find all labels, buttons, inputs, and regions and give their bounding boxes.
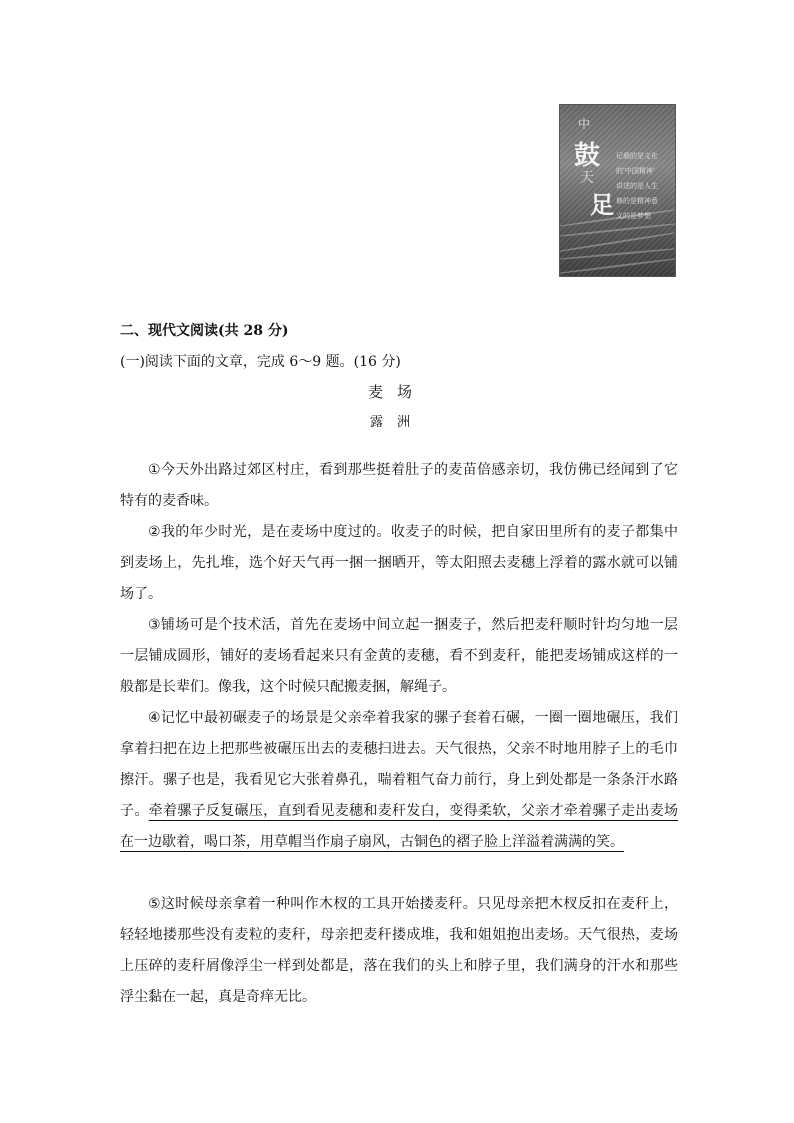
cover-line: 讲述的是人生 xyxy=(616,182,658,190)
cover-line: 修的是精神意 xyxy=(616,197,658,205)
section-heading: 二、现代文阅读(共 28 分) xyxy=(120,323,289,339)
paragraph-3: ③铺场可是个技术活，首先在麦场中间立起一捆麦子，然后把麦秆顺时针均匀地一层一层铺成圆形，铺好的麦场看起来只有金黄的麦穗，看不到麦秆，能把麦场铺成这样的一般都是长辈们。像我，这个时候只配搬麦捆，解绳子。 xyxy=(120,617,678,695)
cover-wave-decoration xyxy=(559,257,676,275)
book-cover-image xyxy=(559,104,676,277)
question-instruction: (一)阅读下面的文章，完成 6～9 题。(16 分) xyxy=(120,354,401,370)
cover-text-lines xyxy=(616,149,672,224)
paragraph-1: ①今天外出路过郊区村庄，看到那些挺着肚子的麦苗倍感亲切，我仿佛已经闻到了它特有的麦香味。 xyxy=(120,462,678,509)
article-author: 露洲 xyxy=(369,415,424,430)
cover-char: 鼓 xyxy=(574,141,601,171)
paragraph-4 xyxy=(120,703,678,858)
paragraph-2: ②我的年少时光，是在麦场中度过的。收麦子的时候，把自家田里所有的麦子都集中到麦场上，先扎堆，选个好天气再一捆一捆晒开，等太阳照去麦穗上浮着的露水就可以铺场了。 xyxy=(120,524,678,602)
cover-line: 的'中国精神' xyxy=(616,167,655,175)
cover-line: 记载的是文化 xyxy=(616,152,658,160)
cover-char: 天 xyxy=(580,170,594,186)
cover-char: 中 xyxy=(578,117,591,131)
cover-line: 义的是梦想 xyxy=(616,212,651,220)
paragraph-5: ⑤这时候母亲拿着一种叫作木杈的工具开始搂麦秆。只见母亲把木杈反扣在麦秆上，轻轻地搂那些没有麦粒的麦秆，母亲把麦秆搂成堆，我和姐姐抱出麦场。天气很热，麦场上压碎的麦秆屑像浮尘一样到处都是，落在我们的头上和脖子里，我们满身的汗水和那些浮尘黏在一起，真是奇痒无比。 xyxy=(120,896,678,1005)
article-title: 麦场 xyxy=(367,383,426,401)
cover-char: 足 xyxy=(590,190,614,219)
underlined-sentence: 牵着骡子反复碾压，直到看见麦穗和麦秆发白，变得柔软，父亲才牵着骡子走出麦场在一边歇着，喝口茶，用草帽当作扇子扇风，古铜色的褶子脸上洋溢着满满的笑。 xyxy=(120,803,679,850)
paragraph-4-text: ④记忆中最初碾麦子的场景是父亲牵着我家的骡子套着石碾，一圈一圈地碾压，我们拿着扫把在边上把那些被碾压出去的麦穗扫进去。天气很热，父亲不时地用脖子上的毛巾擦汗。骡子也是，我看见它大张着鼻孔，喘着粗气奋力前行，身上到处都是一条条汗水路子。 xyxy=(120,710,678,819)
